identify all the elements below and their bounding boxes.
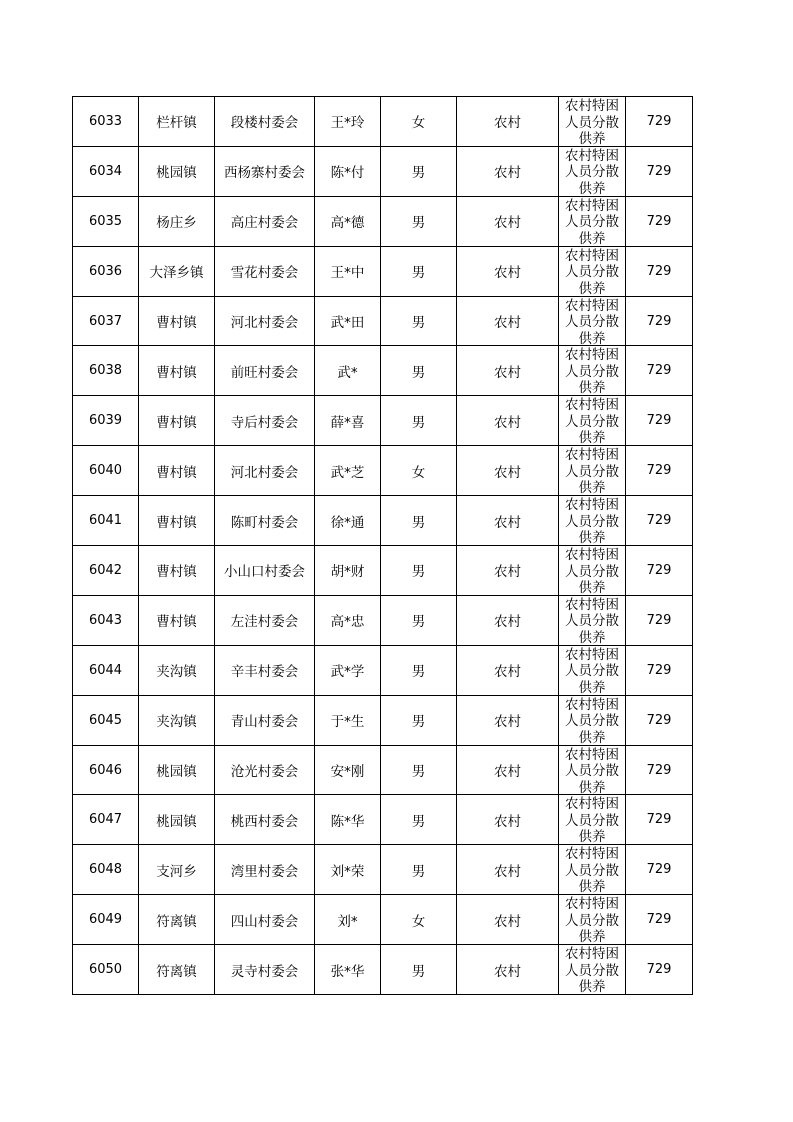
amount-cell: 729 xyxy=(626,895,693,945)
amount-cell: 729 xyxy=(626,745,693,795)
gender-cell: 男 xyxy=(381,396,457,446)
name-cell: 王*中 xyxy=(315,246,381,296)
support-type-text: 农村特困人员分散供养 xyxy=(565,896,619,944)
area-cell: 农村 xyxy=(457,795,559,845)
area-cell: 农村 xyxy=(457,496,559,546)
town-cell: 符离镇 xyxy=(139,945,215,995)
gender-cell: 男 xyxy=(381,745,457,795)
name-cell: 薛*喜 xyxy=(315,396,381,446)
support-type-text: 农村特困人员分散供养 xyxy=(565,397,619,445)
table-row xyxy=(73,645,693,695)
amount-cell: 729 xyxy=(626,496,693,546)
support-type-cell xyxy=(559,97,626,147)
support-type-cell xyxy=(559,595,626,645)
support-type-cell xyxy=(559,845,626,895)
village-cell: 雪花村委会 xyxy=(215,246,315,296)
gender-cell: 男 xyxy=(381,845,457,895)
record-id-cell: 6041 xyxy=(73,496,139,546)
name-cell: 张*华 xyxy=(315,945,381,995)
record-id-cell: 6036 xyxy=(73,246,139,296)
support-type-cell xyxy=(559,196,626,246)
record-id-cell: 6037 xyxy=(73,296,139,346)
support-type-cell xyxy=(559,645,626,695)
record-id-cell: 6033 xyxy=(73,97,139,147)
table-row xyxy=(73,296,693,346)
name-cell: 徐*通 xyxy=(315,496,381,546)
village-cell: 辛丰村委会 xyxy=(215,645,315,695)
support-type-text: 农村特困人员分散供养 xyxy=(565,497,619,545)
support-type-text: 农村特困人员分散供养 xyxy=(565,447,619,495)
town-cell: 大泽乡镇 xyxy=(139,246,215,296)
village-cell: 河北村委会 xyxy=(215,296,315,346)
amount-cell: 729 xyxy=(626,146,693,196)
table-row xyxy=(73,496,693,546)
gender-cell: 女 xyxy=(381,446,457,496)
support-type-text: 农村特困人员分散供养 xyxy=(565,646,619,694)
table-row xyxy=(73,695,693,745)
town-cell: 符离镇 xyxy=(139,895,215,945)
area-cell: 农村 xyxy=(457,645,559,695)
gender-cell: 男 xyxy=(381,695,457,745)
amount-cell: 729 xyxy=(626,695,693,745)
town-cell: 桃园镇 xyxy=(139,795,215,845)
town-cell: 曹村镇 xyxy=(139,396,215,446)
support-type-cell xyxy=(559,546,626,596)
support-type-text: 农村特困人员分散供养 xyxy=(565,846,619,894)
area-cell: 农村 xyxy=(457,146,559,196)
town-cell: 曹村镇 xyxy=(139,595,215,645)
table-row xyxy=(73,595,693,645)
name-cell: 高*德 xyxy=(315,196,381,246)
town-cell: 夹沟镇 xyxy=(139,645,215,695)
amount-cell: 729 xyxy=(626,296,693,346)
village-cell: 小山口村委会 xyxy=(215,546,315,596)
amount-cell: 729 xyxy=(626,446,693,496)
support-type-cell xyxy=(559,795,626,845)
area-cell: 农村 xyxy=(457,446,559,496)
record-id-cell: 6042 xyxy=(73,546,139,596)
village-cell: 沧光村委会 xyxy=(215,745,315,795)
name-cell: 王*玲 xyxy=(315,97,381,147)
record-id-cell: 6040 xyxy=(73,446,139,496)
area-cell: 农村 xyxy=(457,396,559,446)
gender-cell: 男 xyxy=(381,296,457,346)
gender-cell: 男 xyxy=(381,196,457,246)
area-cell: 农村 xyxy=(457,845,559,895)
support-type-text: 农村特困人员分散供养 xyxy=(565,197,619,245)
record-id-cell: 6044 xyxy=(73,645,139,695)
support-type-cell xyxy=(559,146,626,196)
village-cell: 陈町村委会 xyxy=(215,496,315,546)
town-cell: 曹村镇 xyxy=(139,496,215,546)
village-cell: 灵寺村委会 xyxy=(215,945,315,995)
village-cell: 段楼村委会 xyxy=(215,97,315,147)
area-cell: 农村 xyxy=(457,745,559,795)
record-id-cell: 6038 xyxy=(73,346,139,396)
table-row xyxy=(73,346,693,396)
record-id-cell: 6043 xyxy=(73,595,139,645)
village-cell: 左洼村委会 xyxy=(215,595,315,645)
support-type-cell xyxy=(559,396,626,446)
amount-cell: 729 xyxy=(626,645,693,695)
gender-cell: 男 xyxy=(381,246,457,296)
name-cell: 武*学 xyxy=(315,645,381,695)
amount-cell: 729 xyxy=(626,845,693,895)
area-cell: 农村 xyxy=(457,895,559,945)
village-cell: 高庄村委会 xyxy=(215,196,315,246)
gender-cell: 男 xyxy=(381,546,457,596)
area-cell: 农村 xyxy=(457,346,559,396)
area-cell: 农村 xyxy=(457,296,559,346)
name-cell: 刘* xyxy=(315,895,381,945)
amount-cell: 729 xyxy=(626,595,693,645)
name-cell: 陈*华 xyxy=(315,795,381,845)
table-row xyxy=(73,895,693,945)
village-cell: 青山村委会 xyxy=(215,695,315,745)
support-type-text: 农村特困人员分散供养 xyxy=(565,547,619,595)
area-cell: 农村 xyxy=(457,945,559,995)
support-type-cell xyxy=(559,346,626,396)
village-cell: 湾里村委会 xyxy=(215,845,315,895)
support-type-cell xyxy=(559,446,626,496)
amount-cell: 729 xyxy=(626,196,693,246)
support-type-cell xyxy=(559,945,626,995)
support-type-text: 农村特困人员分散供养 xyxy=(565,746,619,794)
table-row xyxy=(73,146,693,196)
town-cell: 栏杆镇 xyxy=(139,97,215,147)
relief-table xyxy=(72,96,693,995)
record-id-cell: 6035 xyxy=(73,196,139,246)
record-id-cell: 6048 xyxy=(73,845,139,895)
record-id-cell: 6046 xyxy=(73,745,139,795)
support-type-cell xyxy=(559,745,626,795)
support-type-text: 农村特困人员分散供养 xyxy=(565,147,619,195)
town-cell: 曹村镇 xyxy=(139,546,215,596)
name-cell: 安*刚 xyxy=(315,745,381,795)
area-cell: 农村 xyxy=(457,595,559,645)
amount-cell: 729 xyxy=(626,945,693,995)
town-cell: 桃园镇 xyxy=(139,146,215,196)
village-cell: 寺后村委会 xyxy=(215,396,315,446)
amount-cell: 729 xyxy=(626,795,693,845)
table-row xyxy=(73,845,693,895)
name-cell: 于*生 xyxy=(315,695,381,745)
village-cell: 四山村委会 xyxy=(215,895,315,945)
name-cell: 武*芝 xyxy=(315,446,381,496)
support-type-text: 农村特困人员分散供养 xyxy=(565,796,619,844)
area-cell: 农村 xyxy=(457,97,559,147)
area-cell: 农村 xyxy=(457,196,559,246)
table-row xyxy=(73,945,693,995)
support-type-cell xyxy=(559,695,626,745)
village-cell: 桃西村委会 xyxy=(215,795,315,845)
name-cell: 刘*荣 xyxy=(315,845,381,895)
table-row xyxy=(73,97,693,147)
name-cell: 陈*付 xyxy=(315,146,381,196)
support-type-text: 农村特困人员分散供养 xyxy=(565,297,619,345)
table-row xyxy=(73,246,693,296)
town-cell: 曹村镇 xyxy=(139,446,215,496)
gender-cell: 男 xyxy=(381,595,457,645)
town-cell: 杨庄乡 xyxy=(139,196,215,246)
amount-cell: 729 xyxy=(626,546,693,596)
support-type-text: 农村特困人员分散供养 xyxy=(565,696,619,744)
support-type-cell xyxy=(559,895,626,945)
area-cell: 农村 xyxy=(457,546,559,596)
table-row xyxy=(73,546,693,596)
town-cell: 曹村镇 xyxy=(139,346,215,396)
town-cell: 夹沟镇 xyxy=(139,695,215,745)
table-row xyxy=(73,795,693,845)
gender-cell: 男 xyxy=(381,645,457,695)
support-type-cell xyxy=(559,246,626,296)
support-type-cell xyxy=(559,296,626,346)
amount-cell: 729 xyxy=(626,246,693,296)
record-id-cell: 6047 xyxy=(73,795,139,845)
name-cell: 武* xyxy=(315,346,381,396)
record-id-cell: 6034 xyxy=(73,146,139,196)
name-cell: 胡*财 xyxy=(315,546,381,596)
support-type-text: 农村特困人员分散供养 xyxy=(565,946,619,994)
village-cell: 河北村委会 xyxy=(215,446,315,496)
area-cell: 农村 xyxy=(457,695,559,745)
village-cell: 前旺村委会 xyxy=(215,346,315,396)
gender-cell: 女 xyxy=(381,97,457,147)
record-id-cell: 6049 xyxy=(73,895,139,945)
gender-cell: 男 xyxy=(381,945,457,995)
record-id-cell: 6045 xyxy=(73,695,139,745)
record-id-cell: 6050 xyxy=(73,945,139,995)
amount-cell: 729 xyxy=(626,97,693,147)
table-row xyxy=(73,396,693,446)
gender-cell: 男 xyxy=(381,795,457,845)
record-id-cell: 6039 xyxy=(73,396,139,446)
gender-cell: 男 xyxy=(381,146,457,196)
name-cell: 高*忠 xyxy=(315,595,381,645)
support-type-text: 农村特困人员分散供养 xyxy=(565,596,619,644)
amount-cell: 729 xyxy=(626,396,693,446)
town-cell: 桃园镇 xyxy=(139,745,215,795)
table-row xyxy=(73,446,693,496)
village-cell: 西杨寨村委会 xyxy=(215,146,315,196)
town-cell: 曹村镇 xyxy=(139,296,215,346)
area-cell: 农村 xyxy=(457,246,559,296)
gender-cell: 女 xyxy=(381,895,457,945)
town-cell: 支河乡 xyxy=(139,845,215,895)
support-type-text: 农村特困人员分散供养 xyxy=(565,347,619,395)
gender-cell: 男 xyxy=(381,346,457,396)
support-type-cell xyxy=(559,496,626,546)
table-row xyxy=(73,196,693,246)
amount-cell: 729 xyxy=(626,346,693,396)
gender-cell: 男 xyxy=(381,496,457,546)
table-row xyxy=(73,745,693,795)
support-type-text: 农村特困人员分散供养 xyxy=(565,98,619,145)
name-cell: 武*田 xyxy=(315,296,381,346)
support-type-text: 农村特困人员分散供养 xyxy=(565,247,619,295)
